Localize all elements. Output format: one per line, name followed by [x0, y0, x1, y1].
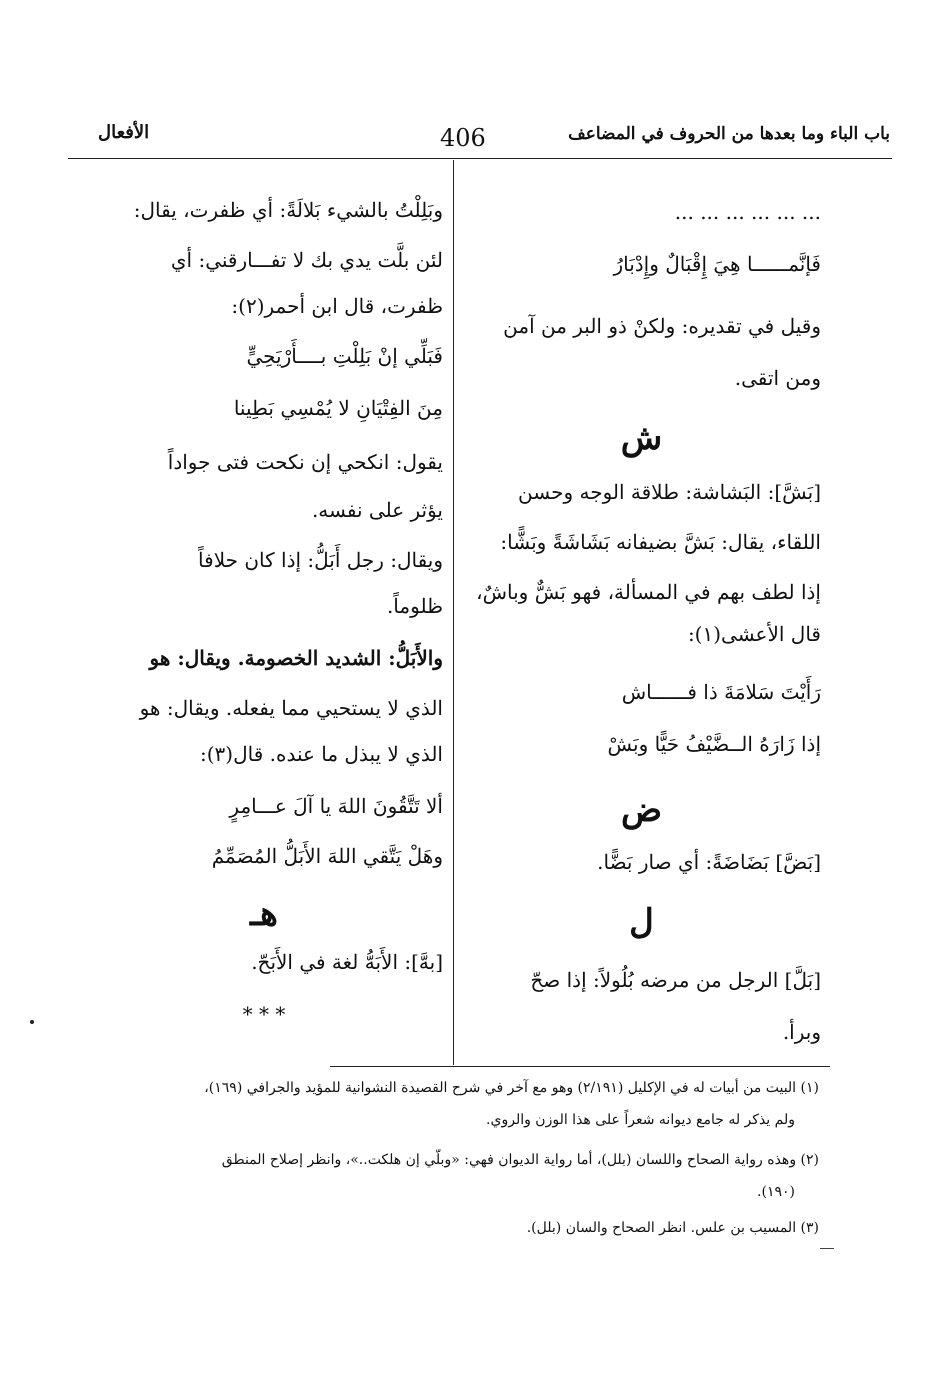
- page-number: 406: [440, 124, 486, 152]
- text-line: يؤثر على نفسه.: [311, 498, 443, 522]
- text-line: الذي لا يستحيي مما يفعله. ويقال: هو: [139, 696, 443, 720]
- footnote-2-cont: (١٩٠).: [757, 1184, 795, 1200]
- running-title: باب الباء وما بعدها من الحروف في المضاعف: [568, 124, 890, 144]
- text-line: والأَبَلُّ: الشديد الخصومة. ويقال: هو: [149, 646, 443, 670]
- verse-line: إذا زَارَهُ الــضَّيْفُ حَيًّا وبَشْ: [607, 732, 821, 756]
- ellipsis-line: ... ... ... ... ... ...: [674, 200, 821, 224]
- text-line: ومن اتقى.: [734, 366, 821, 390]
- letter-heading-ha: هـ: [250, 894, 278, 934]
- entry-line: اللقاء، يقال: بَشَّ بضيفانه بَشَاشَةً وبَشًّا:: [500, 530, 821, 554]
- header-rule: [68, 158, 892, 159]
- entry-line: [بَشَّ]: البَشاشة: طلاقة الوجه وحسن: [518, 480, 821, 504]
- text-line: يقول: انكحي إن نكحت فتى جواداً: [167, 450, 443, 474]
- verse-line: مِنَ الفِتْيَانِ لا يُمْسِي بَطِينا: [233, 396, 443, 420]
- section-title: الأفعال: [98, 122, 150, 143]
- column-divider: [453, 160, 454, 1065]
- entry-line: إذا لطف بهم في المسألة، فهو بَشٌّ وباشٌ،: [476, 580, 821, 604]
- footnote-2: (٢) وهذه رواية الصحاح واللسان (بلل)، أما رواية الديوان فهي: «وبلّي إن هلكت..»، وانظر إصلاح المنطق: [221, 1152, 819, 1168]
- verse-line: وهَلْ يَتَّقي اللهَ الأَبَلُّ المُصَمِّمُ: [211, 844, 443, 868]
- text-line: وقيل في تقديره: ولكنْ ذو البر من آمن: [503, 314, 821, 338]
- entry-line: قال الأعشى(١):: [687, 622, 821, 646]
- text-line: لئن بلَّت يدي بك لا تفـــارقني: أي: [170, 248, 443, 272]
- text-line: الذي لا يبذل ما عنده. قال(٣):: [199, 742, 443, 766]
- letter-heading-dad: ض: [620, 790, 663, 830]
- text-line: وبَلِلْتُ بالشيء بَلالَةً: أي ظفرت، يقال:: [133, 198, 443, 222]
- footnote-1-cont: ولم يذكر له جامع ديوانه شعراً على هذا الوزن والروي.: [486, 1112, 795, 1128]
- verse-line: رَأَيْتَ سَلامَةَ ذا فــــــاش: [621, 680, 821, 704]
- footnote-1: (١) البيت من أبيات له في الإكليل (٢/١٩١) وهو مع آخر في شرح القصيدة النشوانية للمؤيد والجرافي (١٦٩)،: [204, 1080, 819, 1096]
- section-end-stars: * * *: [242, 1002, 286, 1026]
- margin-tick: [820, 1248, 834, 1249]
- margin-dot: [30, 1020, 34, 1024]
- text-line: ظفرت، قال ابن أحمر(٢):: [231, 294, 443, 318]
- verse-line: فَإنَّمــــــا هِيَ إِقْبَالٌ وإِدْبَارُ: [613, 252, 821, 276]
- text-line: ويقال: رجل أَبَلُّ: إذا كان حلافاً: [198, 548, 443, 572]
- verse-line: ألا تَتَّقُونَ اللهَ يا آلَ عـــامِرٍ: [229, 794, 443, 818]
- letter-heading-shin: ش: [620, 418, 663, 458]
- verse-line: فَبَلِّي إنْ بَلِلْتِ بــــأَرْيَحِيٍّ: [246, 344, 443, 368]
- text-line: ظلوماً.: [386, 594, 443, 618]
- footnote-3: (٣) المسيب بن علس. انظر الصحاح والسان (بلل).: [526, 1220, 819, 1236]
- footnote-rule: [330, 1066, 830, 1067]
- page-header: [60, 118, 890, 158]
- entry-line: [بَلَّ] الرجل من مرضه بُلُولاً: إذا صحّ: [530, 968, 821, 992]
- entry-line: [بهَّ]: الأَبَهُّ لغة في الأَبَحّ.: [251, 950, 443, 974]
- entry-line: وبرأ.: [782, 1020, 821, 1044]
- entry-line: [بَضَّ] بَضَاضَةً: أي صار بَضًّا.: [597, 850, 821, 874]
- letter-heading-lam: ل: [629, 902, 654, 942]
